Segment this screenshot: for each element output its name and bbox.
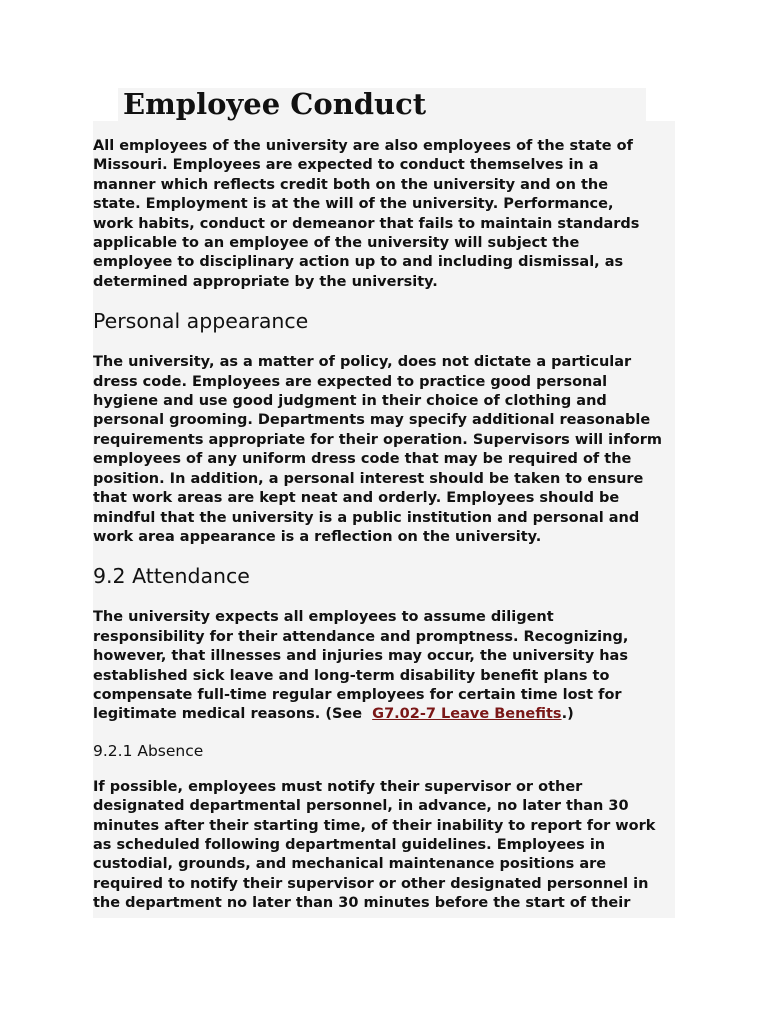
text-line-with-link (93, 705, 675, 724)
text-line: If possible, employees must notify their supervisor or other (93, 778, 583, 795)
text-line: employee to disciplinary action up to and including dismissal, as (93, 254, 624, 271)
document-body (93, 121, 675, 918)
text-line: The university, as a matter of policy, does not dictate a particular (93, 354, 632, 371)
text-line: dress code. Employees are expected to practice good personal (93, 373, 608, 390)
subsection-heading-absence: 9.2.1 Absence (93, 741, 204, 760)
text-line: All employees of the university are also employees of the state of (93, 138, 633, 154)
text-line: hygiene and use good judgment in their choice of clothing and (93, 393, 607, 410)
text-line: manner which reflects credit both on the university and on the (93, 176, 609, 193)
absence-paragraph (93, 778, 675, 914)
text-line: personal grooming. Departments may specify additional reasonable (93, 412, 651, 429)
text-line: that work areas are kept neat and orderly. Employees should be (93, 490, 620, 507)
text-line: responsibility for their attendance and promptness. Recognizing, (93, 628, 629, 645)
text-line: work habits, conduct or demeanor that fails to maintain standards (93, 215, 640, 232)
page-title: Employee Conduct (123, 87, 427, 121)
text-line: employees of any uniform dress code that may be required of the (93, 451, 632, 468)
text-line: however, that illnesses and injuries may occur, the university has (93, 648, 628, 665)
text-line: position. In addition, a personal interest should be taken to ensure (93, 470, 644, 487)
text-line: state. Employment is at the will of the university. Performance, (93, 196, 614, 213)
text-line: Missouri. Employees are expected to conduct themselves in a (93, 157, 599, 174)
text-line: requirements appropriate for their operation. Supervisors will inform (93, 431, 663, 448)
text-line: minutes after their starting time, of their inability to report for work (93, 817, 656, 834)
intro-paragraph (93, 137, 675, 292)
attendance-paragraph (93, 608, 675, 724)
text-line: mindful that the university is a public institution and personal and (93, 509, 640, 526)
text-fragment: legitimate medical reasons. (See (93, 706, 373, 723)
text-line: the department no later than 30 minutes before the start of their (93, 895, 631, 912)
text-line: applicable to an employee of the university will subject the (93, 235, 580, 252)
leave-benefits-link[interactable]: G7.02-7 Leave Benefits (372, 706, 562, 723)
text-line: established sick leave and long-term disability benefit plans to (93, 667, 610, 684)
text-line: required to notify their supervisor or other designated personnel in (93, 875, 649, 892)
section-heading-attendance: 9.2 Attendance (93, 564, 250, 589)
personal-appearance-paragraph (93, 353, 675, 547)
text-line: determined appropriate by the university. (93, 273, 438, 290)
text-line: The university expects all employees to assume diligent (93, 609, 554, 626)
text-line: custodial, grounds, and mechanical maintenance positions are (93, 856, 607, 873)
text-line: work area appearance is a reflection on the university. (93, 528, 542, 545)
text-line: as scheduled following departmental guidelines. Employees in (93, 836, 606, 853)
text-line: designated departmental personnel, in advance, no later than 30 (93, 798, 629, 815)
text-line: compensate full-time regular employees for certain time lost for (93, 686, 622, 703)
text-fragment: .) (561, 706, 574, 723)
section-heading-personal-appearance: Personal appearance (93, 309, 309, 334)
